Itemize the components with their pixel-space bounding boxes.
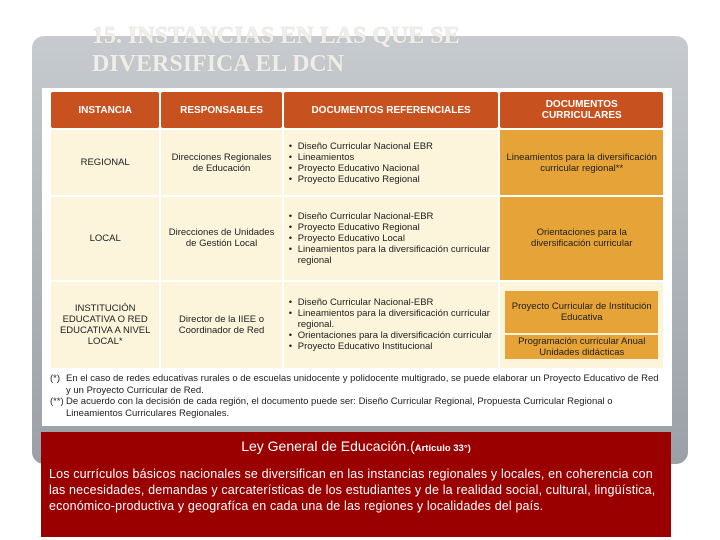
footnote-text: En el caso de redes educativas rurales o de escuelas unidocente y polidocente multigrado, se puede elaborar un Proyecto Educativo de Red y un Proyecto Curricular de Red. (66, 373, 659, 396)
table-header-row (51, 92, 663, 128)
header-responsables: RESPONSABLES (161, 92, 281, 128)
documentos-cell (284, 197, 499, 279)
responsables-cell: Direcciones Regionales de Educación (161, 130, 281, 195)
header-instancia: INSTANCIA (51, 92, 159, 128)
list-item: • Diseño Curricular Nacional EBR (289, 141, 494, 152)
law-body: Los currículos básicos nacionales se diversifican en las instancias regionales y locales, en coherencia con las necesidades, demandas y carcaterísticas de los estudiantes y de la realidad social, cultural, lingüística, económico-productiva y geografíca en cada una de las regiones y localidades del país. (49, 467, 656, 514)
list-item: • Proyecto Educativo Local (289, 233, 494, 244)
footnote (50, 373, 664, 396)
curriculares-cell: Orientaciones para la diversificación curricular (500, 197, 663, 279)
curriculares-cell: Lineamientos para la diversificación curricular regional** (500, 130, 663, 195)
footnote-mark: (**) (50, 396, 64, 407)
law-title-text: Ley General de Educación.( (241, 438, 415, 454)
instancia-cell: REGIONAL (51, 130, 159, 195)
list-item: • Proyecto Educativo Institucional (289, 341, 494, 352)
responsables-cell: Direcciones de Unidades de Gestión Local (161, 197, 281, 279)
list-item: • Diseño Curricular Nacional-EBR (289, 297, 494, 308)
curriculares-bottom: Programación curricular Anual Unidades didácticas (505, 335, 658, 359)
law-article: Artículo 33°) (414, 443, 471, 454)
table-row (51, 197, 663, 279)
header-documentos-referenciales: DOCUMENTOS REFERENCIALES (284, 92, 499, 128)
list-item: • Proyecto Educativo Regional (289, 222, 494, 233)
instancia-cell: LOCAL (51, 197, 159, 279)
list-item: • Lineamientos para la diversificación curricular regional. (289, 308, 494, 330)
footnote-text: De acuerdo con la decisión de cada región, el documento puede ser: Diseño Curricular Regional, Propuesta Curricular Regional o Lineamientos Curriculares Regionales. (66, 396, 613, 419)
instances-table (49, 90, 665, 370)
list-item: • Diseño Curricular Nacional-EBR (289, 211, 494, 222)
instancia-cell: INSTITUCIÓN EDUCATIVA O RED EDUCATIVA A NIVEL LOCAL* (51, 282, 159, 368)
slide-title: 15. INSTANCIAS EN LAS QUE SE DIVERSIFICA EL DCN (92, 23, 460, 77)
list-item: • Proyecto Educativo Nacional (289, 163, 494, 174)
documentos-cell (284, 282, 499, 368)
law-box (41, 432, 671, 537)
curriculares-top: Proyecto Curricular de Institución Educativa (505, 291, 658, 333)
table-row (51, 130, 663, 195)
list-item: • Proyecto Educativo Regional (289, 174, 494, 185)
footnote-mark: (*) (50, 373, 61, 384)
law-title (41, 437, 671, 458)
list-item: • Orientaciones para la diversificación curricular (289, 330, 494, 341)
table-notes (50, 373, 664, 419)
curriculares-cell (500, 282, 663, 368)
header-documentos-curriculares: DOCUMENTOS CURRICULARES (500, 92, 663, 128)
table-card (42, 88, 672, 426)
responsables-cell: Director de la IIEE o Coordinador de Red (161, 282, 281, 368)
documentos-cell (284, 130, 499, 195)
list-item: • Lineamientos (289, 152, 494, 163)
table-row (51, 282, 663, 368)
footnote (50, 396, 664, 419)
list-item: • Lineamientos para la diversificación curricular regional (289, 244, 494, 266)
